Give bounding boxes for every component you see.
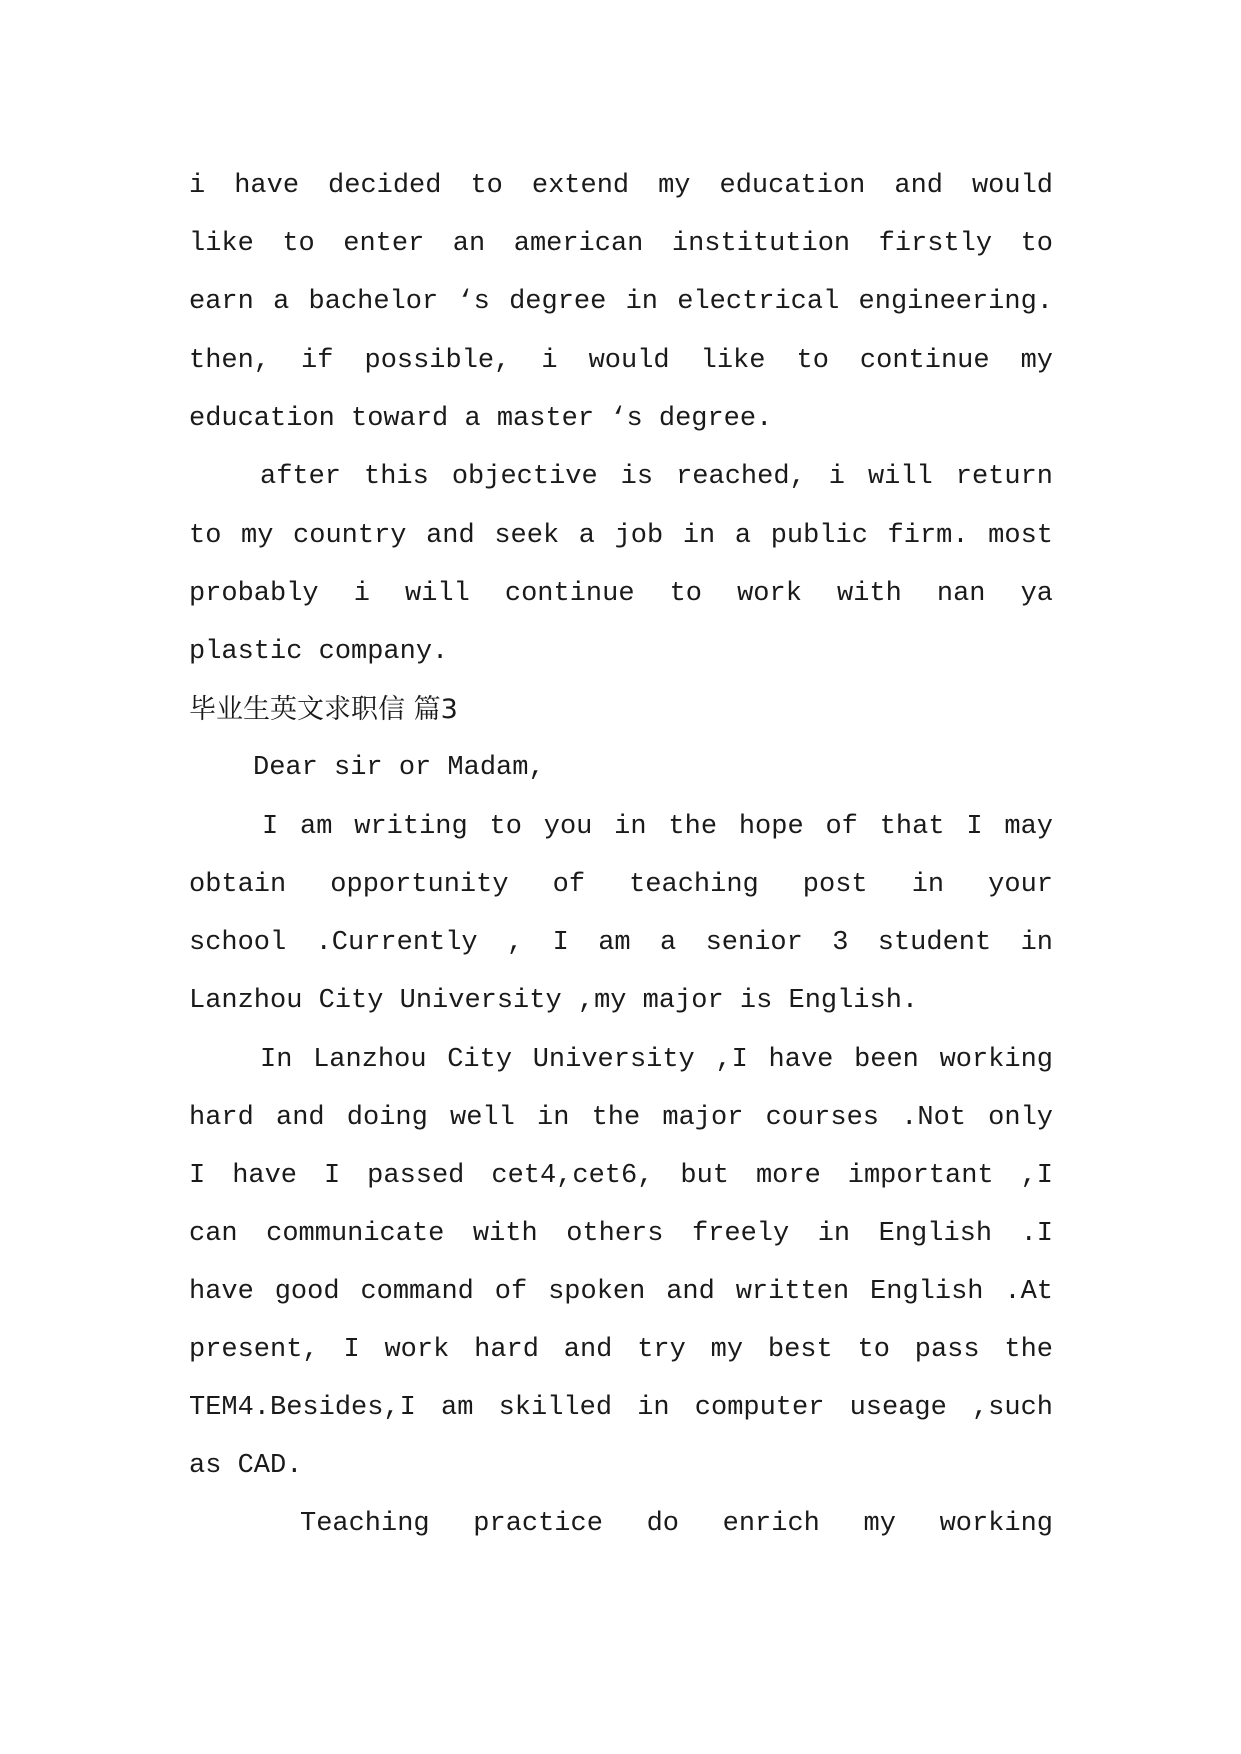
document-line: present, I work hard and try my best to pass the	[189, 1335, 1053, 1365]
document-line: In Lanzhou City University ,I have been working	[260, 1045, 1053, 1075]
document-line: I am writing to you in the hope of that I may	[262, 812, 1053, 842]
document-line: i have decided to extend my education and would	[189, 171, 1053, 201]
document-line: like to enter an american institution firstly to	[189, 229, 1053, 259]
document-line: to my country and seek a job in a public firm. most	[189, 521, 1053, 551]
section-heading: 毕业生英文求职信 篇3	[189, 694, 458, 725]
document-line: TEM4.Besides,I am skilled in computer useage ,such	[189, 1393, 1053, 1423]
document-line: school .Currently , I am a senior 3 student in	[189, 928, 1053, 958]
document-line: Lanzhou City University ,my major is English.	[189, 986, 919, 1016]
document-line: as CAD.	[189, 1451, 303, 1481]
document-line: have good command of spoken and written English .At	[189, 1277, 1053, 1307]
document-line: can communicate with others freely in English .I	[189, 1219, 1053, 1249]
document-line: hard and doing well in the major courses .Not only	[189, 1103, 1053, 1133]
document-line: then, if possible, i would like to continue my	[189, 346, 1053, 376]
document-line: earn a bachelor ‘s degree in electrical engineering.	[189, 287, 1053, 317]
document-line: plastic company.	[189, 637, 449, 667]
salutation: Dear sir or Madam,	[253, 753, 545, 783]
document-line: education toward a master ‘s degree.	[189, 404, 773, 434]
document-line: Teaching practice do enrich my working	[300, 1509, 1053, 1539]
document-line: obtain opportunity of teaching post in your	[189, 870, 1053, 900]
document-line: probably i will continue to work with nan ya	[189, 579, 1053, 609]
document-line: after this objective is reached, i will return	[260, 462, 1053, 492]
document-line: I have I passed cet4,cet6, but more important ,I	[189, 1161, 1053, 1191]
